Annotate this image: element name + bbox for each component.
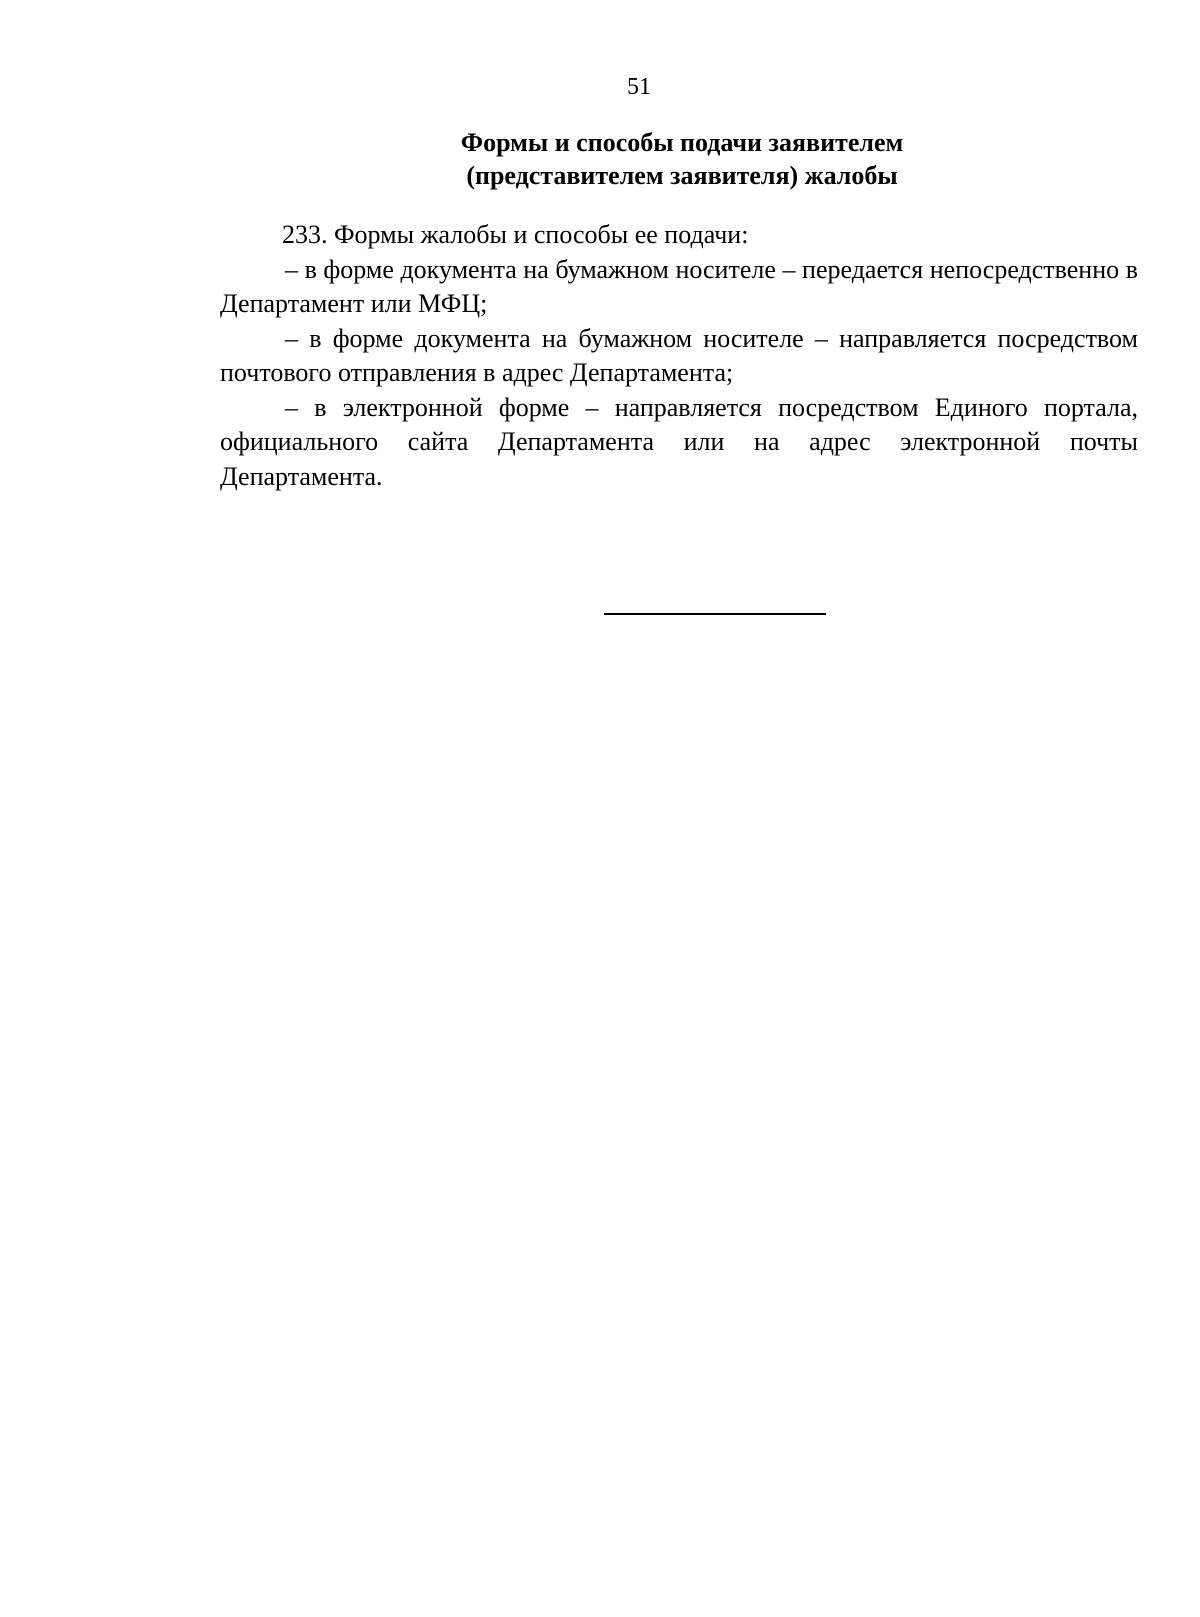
paragraph-item-233: 233. Формы жалобы и способы ее подачи: bbox=[282, 220, 749, 249]
section-title bbox=[230, 126, 1134, 192]
paragraph-electronic: – в электронной форме – направляется посредством Единого портала, официального сайта Департамента или на адрес электронной почты Департамента. bbox=[220, 392, 1138, 491]
end-divider bbox=[604, 613, 826, 615]
section-title-line: (представителем заявителя) жалобы bbox=[466, 161, 898, 190]
paragraph-paper-mail: – в форме документа на бумажном носителе – направляется посредством почтового отправления в адрес Департамента; bbox=[220, 323, 1138, 387]
section-title-line: Формы и способы подачи заявителем bbox=[460, 128, 904, 157]
body-text bbox=[220, 218, 1138, 494]
paragraph-paper-direct: – в форме документа на бумажном носителе – передается непосредственно в Департамент или МФЦ; bbox=[220, 254, 1138, 318]
page-number: 51 bbox=[627, 74, 651, 100]
